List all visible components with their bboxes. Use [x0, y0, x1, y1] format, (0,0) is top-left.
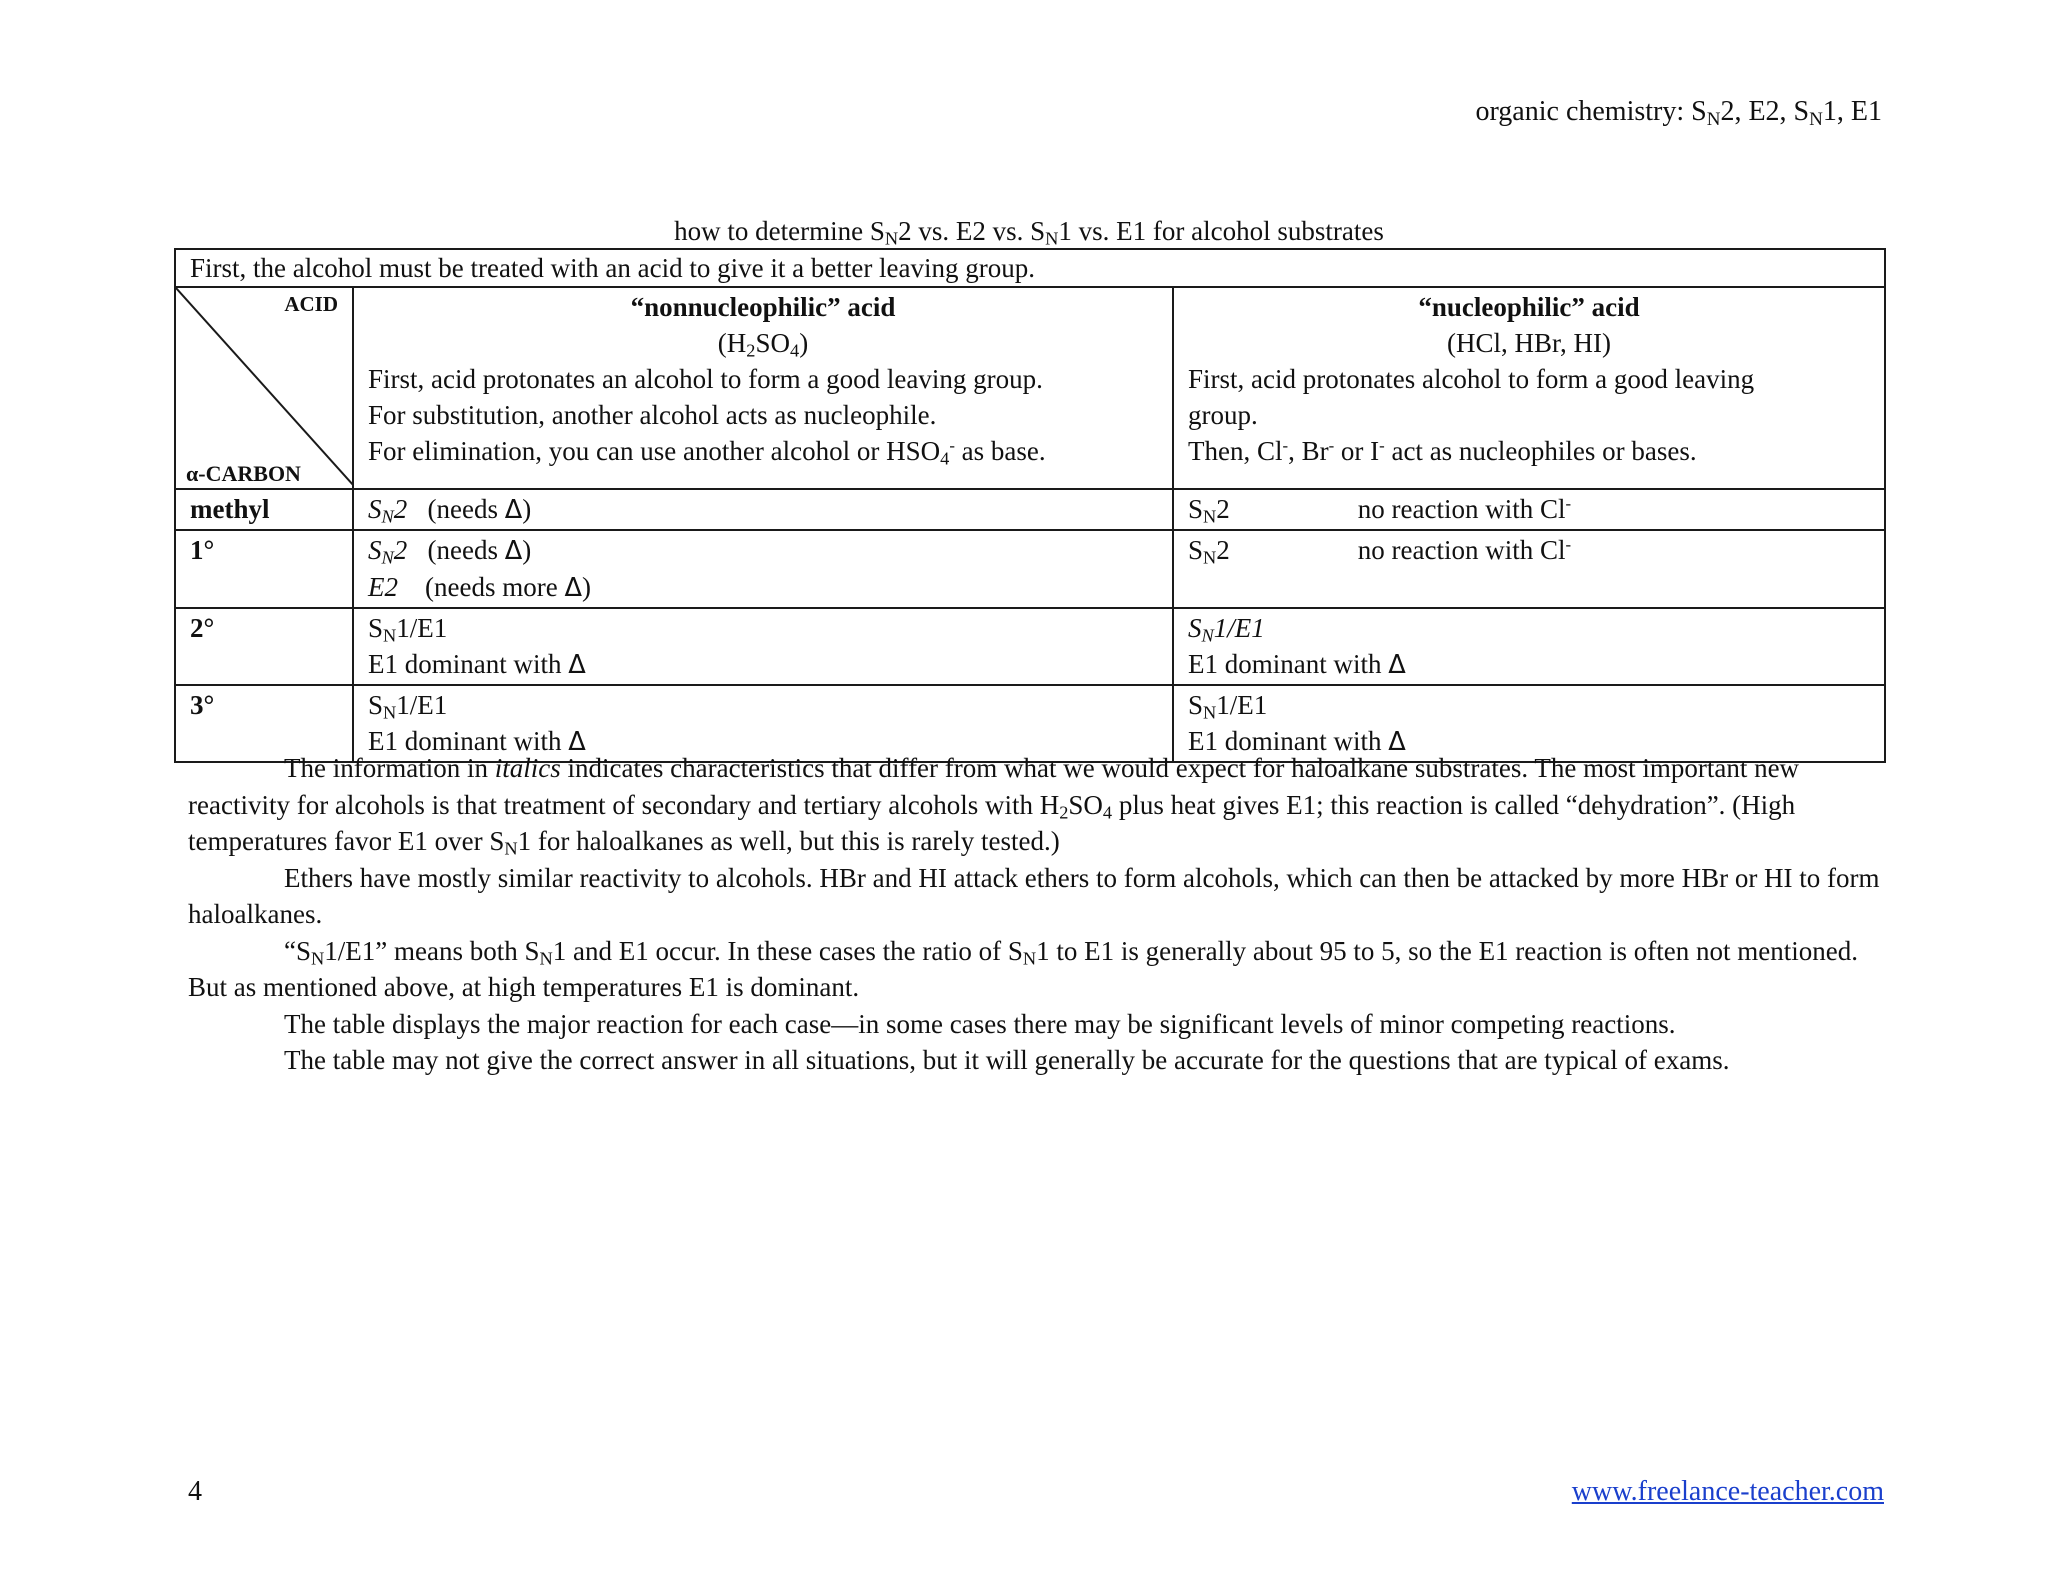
note-paragraph-ethers: Ethers have mostly similar reactivity to alcohols. HBr and HI attack ethers to form alcohols, which can then be attacked by more HBr or HI to form haloalkanes.: [188, 862, 1880, 929]
nucleophilic-line-1: First, acid protonates alcohol to form a good leaving: [1188, 364, 1755, 394]
table-caption: how to determine $S_N2$ vs. E2 vs. $S_N1$ vs. E1 for alcohol substrates: [674, 216, 1384, 249]
notes-section: [188, 750, 1884, 1079]
acid-axis-label: ACID: [284, 292, 338, 316]
methyl-nucleophilic-cell: $S_N2$ no reaction with Cl-: [1173, 489, 1885, 530]
note-paragraph-accuracy: The table may not give the correct answer in all situations, but it will generally be accurate for the questions that are typical of exams.: [284, 1045, 1730, 1075]
nonnucleophilic-acid-header: [353, 287, 1173, 489]
table-row: [175, 249, 1885, 287]
secondary-nonnucleophilic-cell: $S_N1/E1$ E1 dominant with Δ: [353, 608, 1173, 685]
row-label-tertiary: 3°: [175, 685, 353, 762]
intro-cell: First, the alcohol must be treated with an acid to give it a better leaving group.: [175, 249, 1885, 287]
tertiary-nucleophilic-cell: $S_N1/E1$ E1 dominant with Δ: [1173, 685, 1885, 762]
corner-cell: [175, 287, 353, 489]
row-label-primary: 1°: [175, 530, 353, 608]
nonnucleophilic-line-3: For elimination, you can use another alcohol or $HSO_4^-$ as base.: [368, 435, 1046, 469]
secondary-nucleophilic-cell: $S_N1/E1$ E1 dominant with Δ: [1173, 608, 1885, 685]
primary-nonnucleophilic-cell: $S_N2$ (needs Δ) E2 (needs more Δ): [353, 530, 1173, 608]
nonnucleophilic-acid-formula: $(H_2SO_4)$: [717, 328, 809, 361]
methyl-nonnucleophilic-cell: $S_N2$ (needs Δ): [353, 489, 1173, 530]
table-row-primary: [175, 530, 1885, 608]
nucleophilic-line-2: group.: [1188, 400, 1258, 430]
reaction-table: [174, 248, 1886, 763]
nucleophilic-line-3: Then, Cl-, Br- or I- act as nucleophiles or bases.: [1188, 435, 1697, 466]
table-row-methyl: [175, 489, 1885, 530]
table-row-secondary: [175, 608, 1885, 685]
tertiary-nonnucleophilic-cell: $S_N1/E1$ E1 dominant with Δ: [353, 685, 1173, 762]
nucleophilic-acid-header: [1173, 287, 1885, 489]
nonnucleophilic-line-1: First, acid protonates an alcohol to form a good leaving group.: [368, 364, 1043, 394]
primary-nucleophilic-cell: $S_N2$ no reaction with Cl-: [1173, 530, 1885, 608]
diagonal-divider: [176, 288, 354, 486]
page-number: 4: [188, 1476, 202, 1507]
row-label-methyl: methyl: [175, 489, 353, 530]
row-label-secondary: 2°: [175, 608, 353, 685]
note-paragraph-major-reaction: The table displays the major reaction for each case—in some cases there may be significant levels of minor competing reactions.: [284, 1008, 1676, 1039]
page-header: organic chemistry: $S_N2$, E2, $S_N1$, E1: [1475, 96, 1882, 130]
nonnucleophilic-acid-title: “nonnucleophilic” acid: [630, 292, 896, 322]
table-header-row: [175, 287, 1885, 489]
note-paragraph-sn1-e1: “$S_N1/E1$” means both $S_N1$ and E1 occur. In these cases the ratio of $S_N1$ to E1 is generally about 95 to 5, so the E1 reaction is often not mentioned. But as mentioned above, at high temperatures E1 is dominant.: [188, 935, 1858, 1002]
nonnucleophilic-line-2: For substitution, another alcohol acts as nucleophile.: [368, 400, 937, 430]
website-link[interactable]: www.freelance-teacher.com: [1571, 1476, 1884, 1507]
note-paragraph-italics: The information in italics indicates characteristics that differ from what we would expect for haloalkane substrates. The most important new reactivity for alcohols is that treatment of secondary and tertiary alcohols with $H_2SO_4$ plus heat gives E1; this reaction is called “dehydration”. (High temperatures favor E1 over $S_N1$ for haloalkanes as well, but this is rarely tested.): [188, 753, 1800, 859]
alpha-carbon-axis-label: α-CARBON: [186, 461, 301, 486]
nucleophilic-acid-title: “nucleophilic” acid: [1418, 292, 1640, 322]
nucleophilic-acid-formula: (HCl, HBr, HI): [1447, 328, 1611, 358]
